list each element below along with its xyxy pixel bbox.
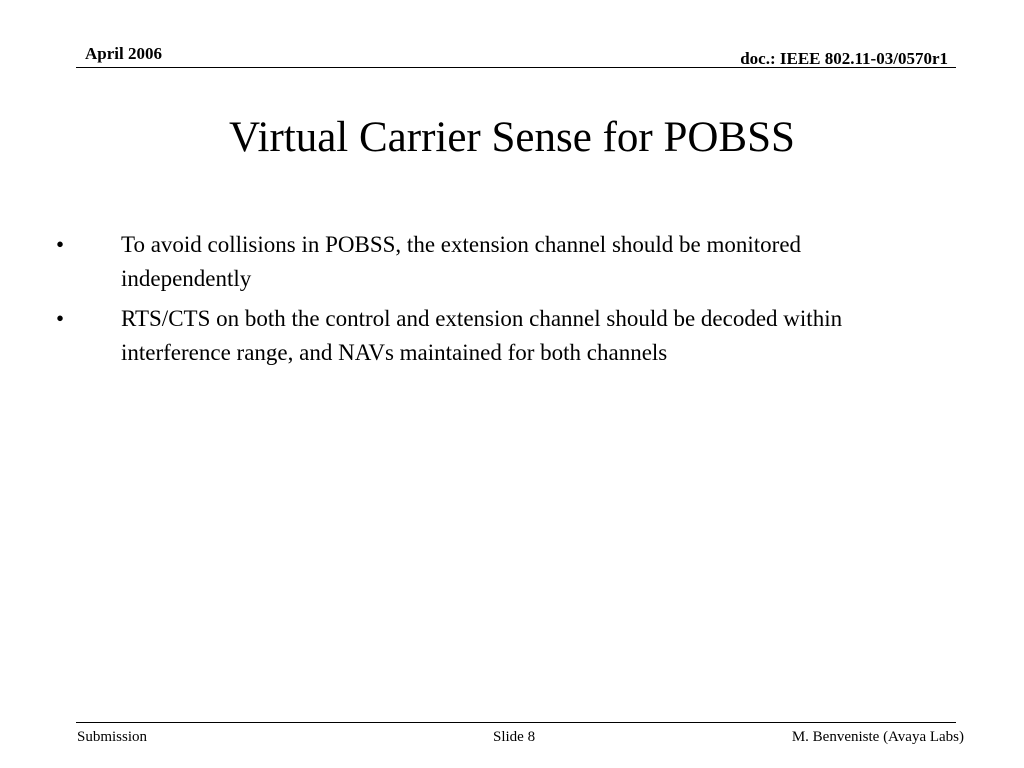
bullet-item xyxy=(0,228,1024,296)
header-doc-id: doc.: IEEE 802.11-03/0570r1 xyxy=(740,49,948,68)
footer-divider xyxy=(76,722,956,723)
bullet-list xyxy=(0,228,1024,376)
footer-author: M. Benveniste (Avaya Labs) xyxy=(791,729,964,745)
slide-title: Virtual Carrier Sense for POBSS xyxy=(229,114,795,161)
footer-submission: Submission xyxy=(77,729,148,745)
header-divider xyxy=(76,67,956,68)
header-date: April 2006 xyxy=(85,44,162,63)
bullet-icon: • xyxy=(56,232,65,257)
bullet-item xyxy=(0,302,1024,370)
footer-slide-number: Slide 8 xyxy=(493,729,536,745)
bullet-icon: • xyxy=(56,306,65,331)
bullet-text: RTS/CTS on both the control and extension channel should be decoded within interference range, and NAVs maintained for both channels xyxy=(121,306,843,365)
bullet-text: To avoid collisions in POBSS, the extension channel should be monitored independently xyxy=(121,232,802,291)
